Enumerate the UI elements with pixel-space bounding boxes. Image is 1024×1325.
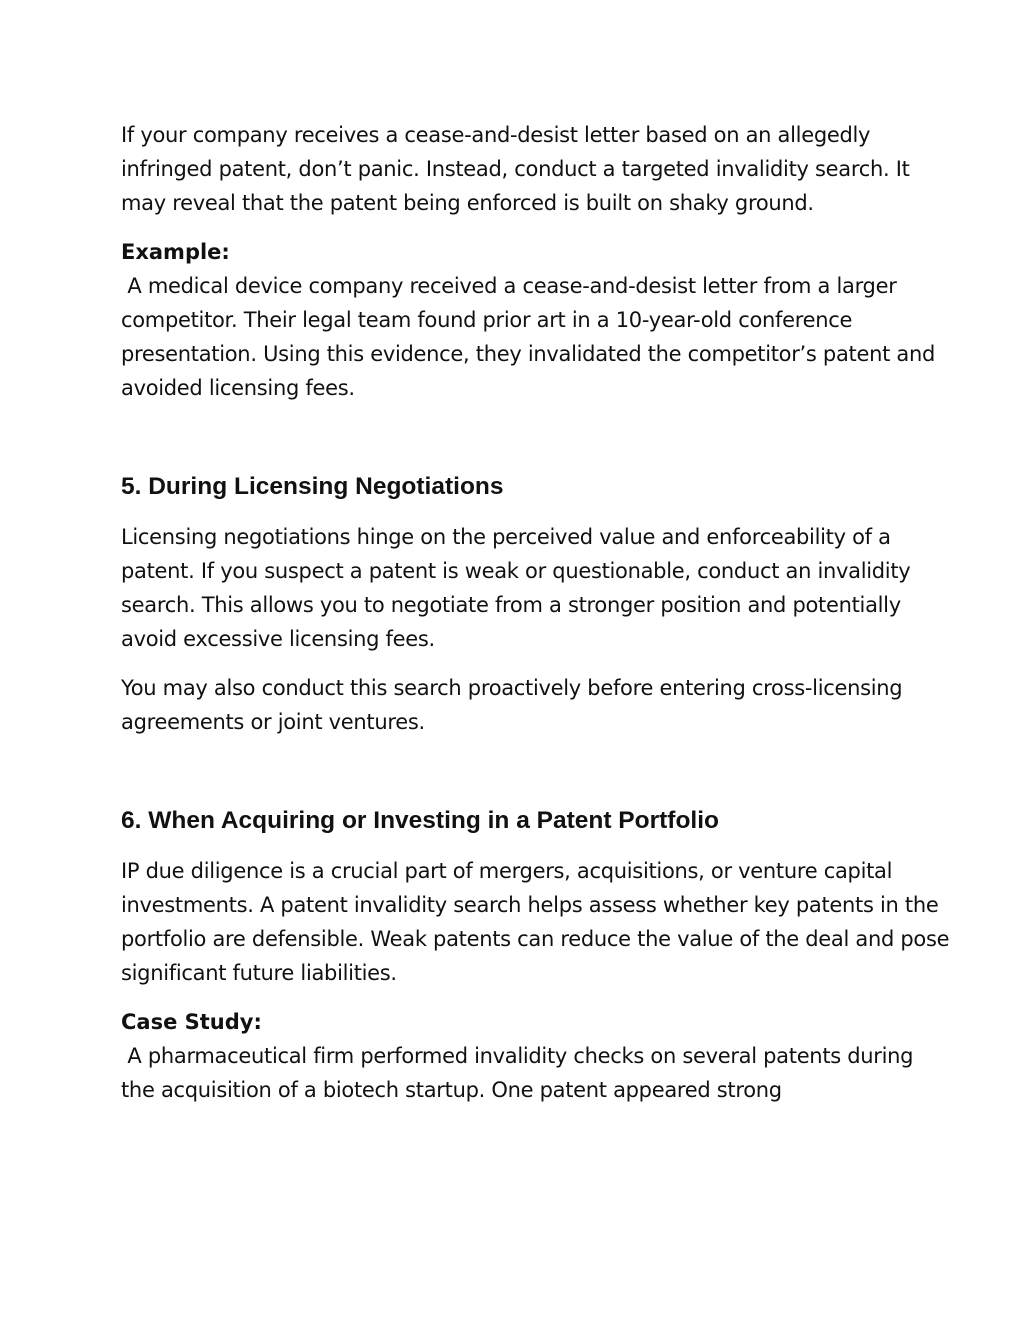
example-label: Example: bbox=[121, 240, 230, 264]
case-study-block bbox=[121, 1005, 951, 1107]
section-6-paragraph-1: IP due diligence is a crucial part of mergers, acquisitions, or venture capital investments. A patent invalidity search helps assess whether key patents in the portfolio are defensible. Weak patents can reduce the value of the deal and pose significant future liabilities. bbox=[121, 859, 950, 985]
section-5-heading: 5. During Licensing Negotiations bbox=[121, 473, 504, 500]
section-6-heading: 6. When Acquiring or Investing in a Patent Portfolio bbox=[121, 807, 720, 834]
example-block bbox=[121, 235, 951, 405]
section-5-paragraph-2: You may also conduct this search proactively before entering cross-licensing agreements or joint ventures. bbox=[121, 676, 903, 734]
example-text: A medical device company received a cease-and-desist letter from a larger competitor. Their legal team found prior art in a 10-year-old conference presentation. Using this evidence, they invalidated the competitor’s patent and avoided licensing fees. bbox=[121, 274, 942, 400]
section-5-paragraph-1: Licensing negotiations hinge on the perceived value and enforceability of a patent. If you suspect a patent is weak or questionable, conduct an invalidity search. This allows you to negotiate from a stronger position and potentially avoid excessive licensing fees. bbox=[121, 525, 911, 651]
case-study-label: Case Study: bbox=[121, 1010, 262, 1034]
document-page bbox=[121, 118, 951, 1107]
case-study-text: A pharmaceutical firm performed invalidity checks on several patents during the acquisition of a biotech startup. One patent appeared strong bbox=[121, 1044, 920, 1102]
intro-paragraph: If your company receives a cease-and-desist letter based on an allegedly infringed patent, don’t panic. Instead, conduct a targeted invalidity search. It may reveal that the patent being enforced is built on shaky ground. bbox=[121, 123, 910, 215]
